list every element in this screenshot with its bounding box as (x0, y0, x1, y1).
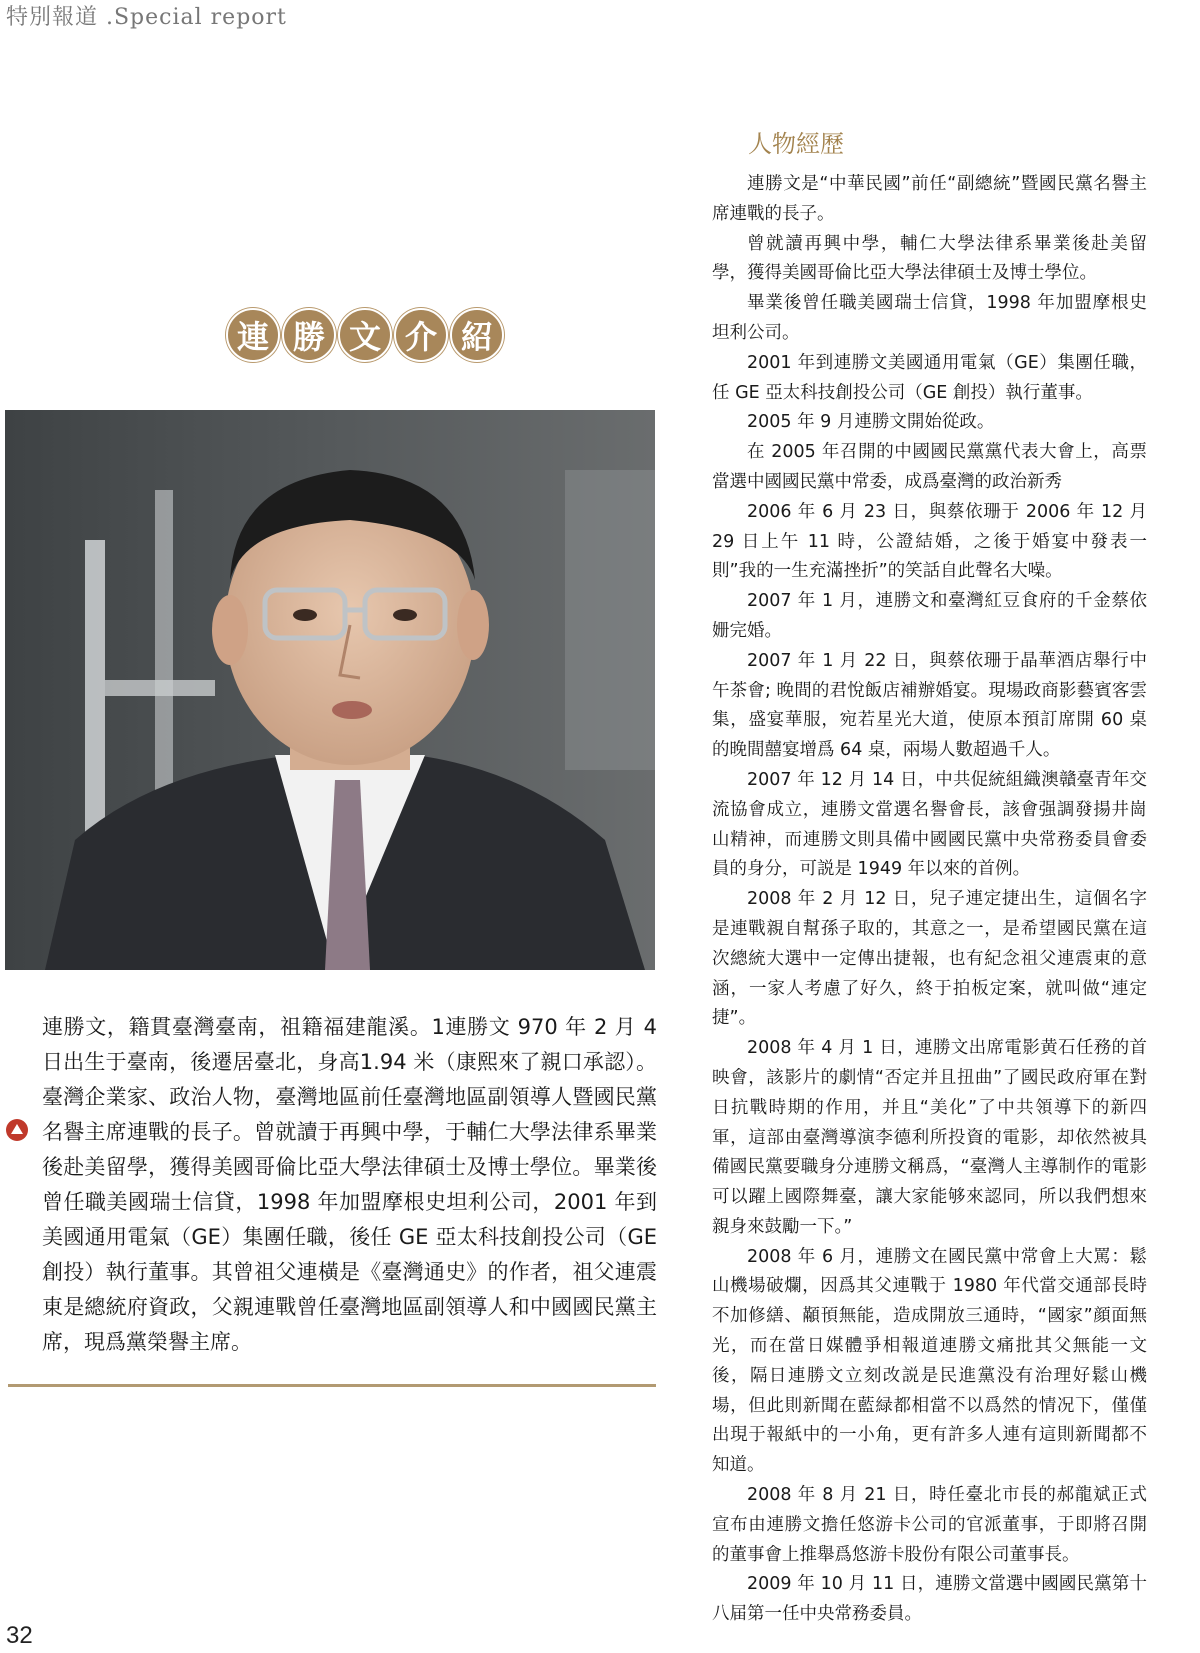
bio-paragraph: 2008 年 2 月 12 日，兒子連定捷出生，這個名字是連戰親自幫孫子取的，其意之一，是希望國民黨在這次總統大選中一定傳出捷報，也有紀念祖父連震東的意涵，一家人考慮了好久，終于拍板定案，就叫做“連定捷”。 (712, 889, 1147, 1029)
section-title: 人物經歷 (748, 130, 844, 158)
title-char-3: 文 (338, 308, 392, 362)
header-section-label: 特別報道 .Special report (6, 5, 287, 30)
title-char-5: 紹 (450, 308, 504, 362)
intro-paragraph: 連勝文，籍貫臺灣臺南，祖籍福建龍溪。1連勝文 970 年 2 月 4 日出生于臺南，後遷居臺北，身高1.94 米（康熙來了親口承認）。臺灣企業家、政治人物，臺灣地區前任臺灣地區副領導人暨國民黨名譽主席連戰的長子。曾就讀于再興中學，于輔仁大學法律系畢業後赴美留學，獲得美國哥倫比亞大學法律碩士及博士學位。畢業後曾任職美國瑞士信貸，1998 年加盟摩根史坦利公司，2001 年到美國通用電氣（GE）集團任職，後任 GE 亞太科技創投公司（GE 創投）執行董事。其曾祖父連橫是《臺灣通史》的作者，祖父連震東是總統府資政，父親連戰曾任臺灣地區副領導人和中國國民黨主席，現爲黨榮譽主席。 (42, 1015, 657, 1354)
bio-paragraph: 2008 年 6 月，連勝文在國民黨中常會上大罵：鬆山機場破爛，因爲其父連戰于 1980 年代當交通部長時不加修繕、顢頇無能，造成開放三通時，“國家”顔面無光，而在當日媒體爭相報道連勝文痛批其父無能一文後，隔日連勝文立刻改説是民進黨没有治理好鬆山機場，但此則新聞在藍緑都相當不以爲然的情况下，僅僅出現于報紙中的一小角，更有許多人連有這則新聞都不知道。 (712, 1246, 1147, 1476)
bio-paragraph: 2006 年 6 月 23 日，與蔡依珊于 2006 年 12 月 29 日上午 11 時，公證結婚，之後于婚宴中發表一則”我的一生充滿挫折”的笑話自此聲名大噪。 (712, 501, 1147, 582)
bio-paragraph: 2007 年 1 月 22 日，與蔡依珊于晶華酒店舉行中午茶會; 晚間的君悅飯店補辦婚宴。現場政商影藝賓客雲集，盛宴華服，宛若星光大道，使原本預訂席開 60 桌的晚間囍宴增爲 64 桌，兩場人數超過千人。 (712, 650, 1147, 761)
page-number: 32 (6, 1622, 33, 1649)
bio-paragraph: 2008 年 4 月 1 日，連勝文出席電影黄石任務的首映會，該影片的劇情“否定并且扭曲”了國民政府軍在對日抗戰時期的作用，并且“美化”了中共領導下的新四軍，這部由臺灣導演李德利所投資的電影，却依然被具備國民黨要職身分連勝文稱爲，“臺灣人主導制作的電影可以躍上國際舞臺，讓大家能够來認同，所以我們想來親身來鼓勵一下。” (712, 1038, 1147, 1237)
bio-paragraph: 2007 年 12 月 14 日，中共促統組織澳贛臺青年交流協會成立，連勝文當選名譽會長，該會强調發揚井崗山精神，而連勝文則具備中國國民黨中央常務委員會委員的身分，可説是 1949 年以來的首例。 (712, 769, 1147, 880)
bio-paragraph: 2008 年 8 月 21 日，時任臺北市長的郝龍斌正式宣布由連勝文擔任悠游卡公司的官派董事，于即將召開的董事會上推舉爲悠游卡股份有限公司董事長。 (712, 1485, 1147, 1565)
bio-paragraph: 2005 年 9 月連勝文開始從政。 (747, 412, 995, 433)
title-char-1: 連 (226, 308, 280, 362)
bio-paragraph: 連勝文是“中華民國”前任“副總統”暨國民黨名譽主席連戰的長子。 (712, 174, 1147, 224)
biography-column (712, 128, 1147, 1630)
bio-paragraph: 2007 年 1 月，連勝文和臺灣紅豆食府的千金蔡依姗完婚。 (712, 591, 1147, 641)
title-char-2: 勝 (282, 308, 336, 362)
title-char-4: 介 (394, 308, 448, 362)
portrait-photo (5, 410, 655, 970)
bio-paragraph: 畢業後曾任職美國瑞士信貸，1998 年加盟摩根史坦利公司。 (712, 293, 1147, 343)
divider-line (8, 1384, 656, 1387)
triangle-marker-icon (5, 1118, 29, 1142)
article-title (226, 308, 504, 362)
bio-paragraph: 在 2005 年召開的中國國民黨黨代表大會上，高票當選中國國民黨中常委，成爲臺灣的政治新秀 (712, 442, 1147, 492)
bio-paragraph: 曾就讀再興中學，輔仁大學法律系畢業後赴美留學，獲得美國哥倫比亞大學法律碩士及博士學位。 (712, 233, 1147, 284)
bio-paragraph: 2009 年 10 月 11 日，連勝文當選中國國民黨第十八届第一任中央常務委員。 (712, 1574, 1147, 1625)
bio-paragraph: 2001 年到連勝文美國通用電氣（GE）集團任職，任 GE 亞太科技創投公司（GE 創投）執行董事。 (712, 352, 1147, 403)
